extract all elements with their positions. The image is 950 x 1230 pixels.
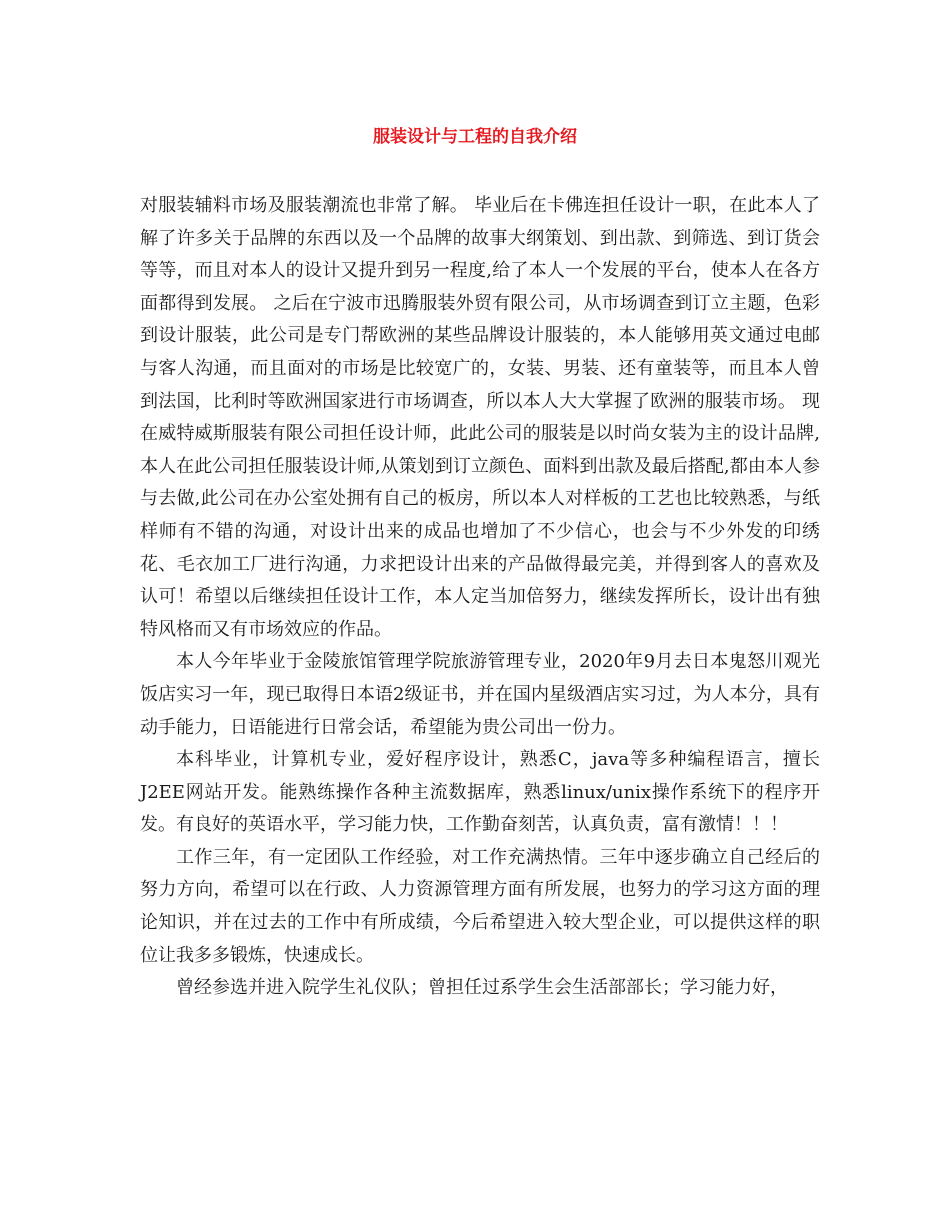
paragraph-computer-science: 本科毕业，计算机专业，爱好程序设计，熟悉C，java等多种编程语言，擅长J2EE网站开发。能熟练操作各种主流数据库，熟悉linux/unix操作系统下的程序开发。有良好的英语水平，学习能力快，工作勤奋刻苦，认真负责，富有激情！！！ bbox=[140, 749, 820, 836]
document-body bbox=[140, 190, 820, 1005]
paragraph-student-activities: 曾经参选并进入院学生礼仪队；曾担任过系学生会生活部部长；学习能力好， bbox=[176, 977, 788, 999]
paragraph-work-experience: 工作三年，有一定团队工作经验，对工作充满热情。三年中逐步确立自己经后的努力方向，希望可以在行政、人力资源管理方面有所发展，也努力的学习这方面的理论知识，并在过去的工作中有所成绩，今后希望进入较大型企业，可以提供这样的职位让我多多锻炼，快速成长。 bbox=[140, 846, 820, 966]
paragraph-design-career: 对服装辅料市场及服装潮流也非常了解。 毕业后在卡佛连担任设计一职，在此本人了解了许多关于品牌的东西以及一个品牌的故事大纲策划、到出款、到筛选、到订货会等等，而且对本人的设计又提升到另一程度,给了本人一个发展的平台，使本人在各方面都得到发展。 之后在宁波市迅腾服装外贸有限公司，从市场调查到订立主题，色彩到设计服装，此公司是专门帮欧洲的某些品牌设计服装的，本人能够用英文通过电邮与客人沟通，而且面对的市场是比较宽广的，女装、男装、还有童装等，而且本人曾到法国，比利时等欧洲国家进行市场调查，所以本人大大掌握了欧洲的服装市场。 现在威特威斯服装有限公司担任设计师，此此公司的服装是以时尚女装为主的设计品牌,本人在此公司担任服装设计师,从策划到订立颜色、面料到出款及最后搭配,都由本人参与去做,此公司在办公室处拥有自己的板房，所以本人对样板的工艺也比较熟悉，与纸样师有不错的沟通，对设计出来的成品也增加了不少信心，也会与不少外发的印绣花、毛衣加工厂进行沟通，力求把设计出来的产品做得最完美，并得到客人的喜欢及认可！希望以后继续担任设计工作，本人定当加倍努力，继续发挥所长，设计出有独特风格而又有市场效应的作品。 bbox=[140, 195, 820, 640]
paragraph-tourism-graduate: 本人今年毕业于金陵旅馆管理学院旅游管理专业，2020年9月去日本鬼怒川观光饭店实习一年，现已取得日本语2级证书，并在国内星级酒店实习过，为人本分，具有动手能力，日语能进行日常会话，希望能为贵公司出一份力。 bbox=[140, 651, 820, 738]
document-title: 服装设计与工程的自我介绍 bbox=[373, 127, 577, 147]
